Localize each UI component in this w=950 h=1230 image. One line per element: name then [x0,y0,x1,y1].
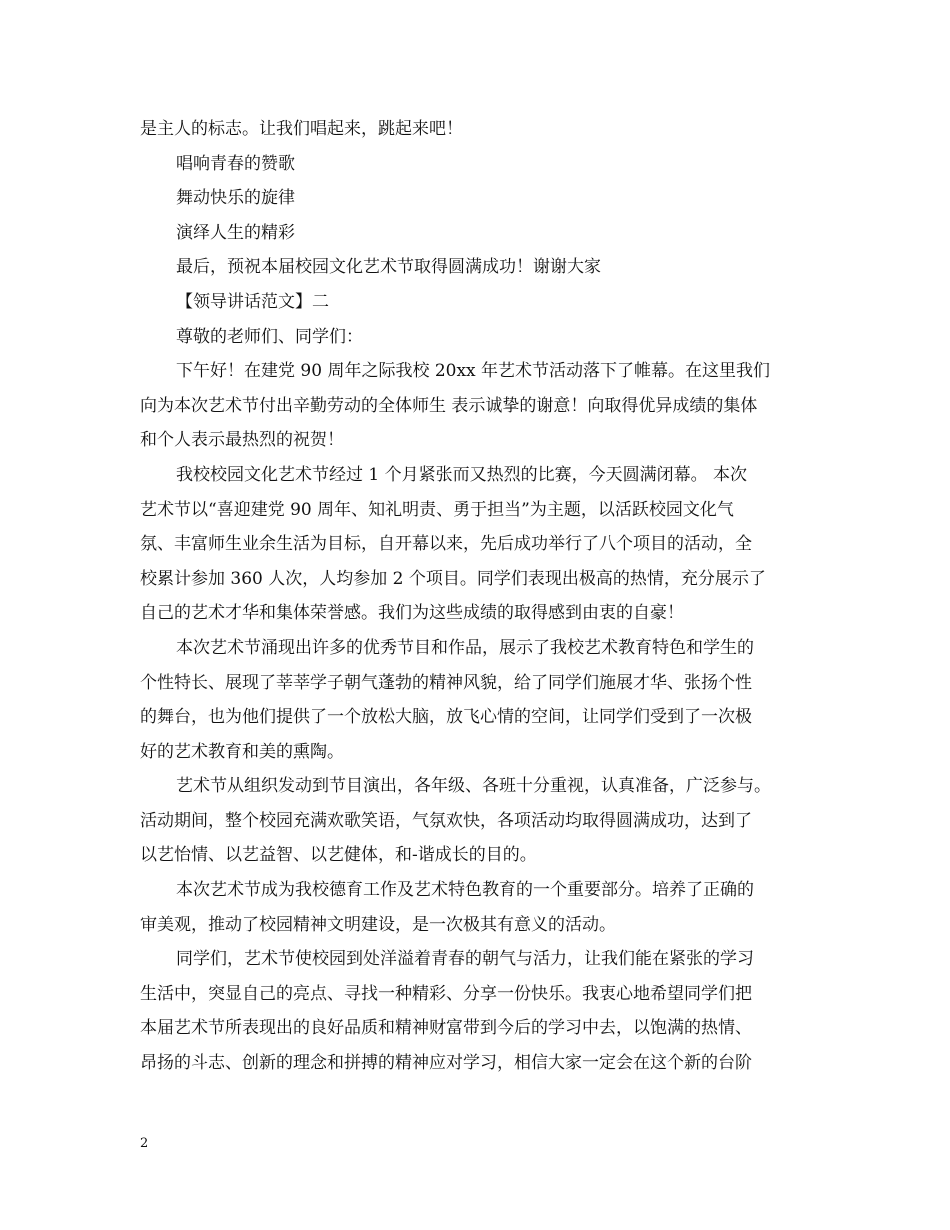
paragraph-line: 的舞台，也为他们提供了一个放松大脑，放飞心情的空间，让同学们受到了一次极 [140,707,752,728]
poem-line: 舞动快乐的旋律 [176,188,295,209]
paragraph-line: 自己的艺术才华和集体荣誉感。我们为这些成绩的取得感到由衷的自豪！ [140,603,684,624]
salutation: 尊敬的老师们、同学们： [176,326,363,347]
paragraph-line: 本次艺术节成为我校德育工作及艺术特色教育的一个重要部分。培养了正确的 [176,880,754,901]
paragraph-line: 校累计参加 360 人次，人均参加 2 个项目。同学们表现出极高的热情，充分展示了 [140,568,766,589]
paragraph-line: 艺术节从组织发动到节目演出，各年级、各班十分重视，认真准备，广泛参与。 [176,776,771,797]
paragraph-line: 我校校园文化艺术节经过 1 个月紧张而又热烈的比赛，今天圆满闭幕。 本次 [176,464,748,485]
paragraph-line: 同学们，艺术节使校园到处洋溢着青春的朝气与活力，让我们能在紧张的学习 [176,949,754,970]
paragraph-line: 氛、丰富师生业余生活为目标，自开幕以来，先后成功举行了八个项目的活动，全 [140,534,752,555]
paragraph-line: 生活中，突显自己的亮点、寻找一种精彩、分享一份快乐。我衷心地希望同学们把 [140,983,752,1004]
page-number: 2 [140,1136,149,1151]
paragraph-line: 向为本次艺术节付出辛勤劳动的全体师生 表示诚挚的谢意！向取得优异成绩的集体 [140,395,758,416]
text-line: 是主人的标志。让我们唱起来，跳起来吧！ [140,119,463,139]
paragraph-line: 下午好！在建党 90 周年之际我校 20xx 年艺术节活动落下了帷幕。在这里我们 [176,361,771,382]
section-heading: 【领导讲话范文】二 [176,291,329,312]
paragraph-line: 审美观，推动了校园精神文明建设，是一次极其有意义的活动。 [140,914,616,935]
paragraph-line: 和个人表示最热烈的祝贺！ [140,430,344,451]
paragraph-line: 昂扬的斗志、创新的理念和拼搏的精神应对学习，相信大家一定会在这个新的台阶 [140,1053,752,1074]
document-body [140,112,812,1081]
poem-line: 演绎人生的精彩 [176,222,295,243]
closing-line: 最后，预祝本届校园文化艺术节取得圆满成功！谢谢大家 [176,257,601,278]
paragraph-line: 以艺怡情、以艺益智、以艺健体，和-谐成长的目的。 [140,845,537,866]
paragraph-line: 本次艺术节涌现出许多的优秀节目和作品，展示了我校艺术教育特色和学生的 [176,637,754,658]
paragraph-line: 好的艺术教育和美的熏陶。 [140,741,344,762]
paragraph-line: 艺术节以“喜迎建党 90 周年、知礼明责、勇于担当”为主题，以活跃校园文化气 [140,499,734,520]
paragraph-line: 活动期间，整个校园充满欢歌笑语，气氛欢快，各项活动均取得圆满成功，达到了 [140,810,752,831]
paragraph-line: 个性特长、展现了莘莘学子朝气蓬勃的精神风貌，给了同学们施展才华、张扬个性 [140,672,752,693]
poem-line: 唱响青春的赞歌 [176,153,295,174]
paragraph-line: 本届艺术节所表现出的良好品质和精神财富带到今后的学习中去，以饱满的热情、 [140,1018,752,1039]
